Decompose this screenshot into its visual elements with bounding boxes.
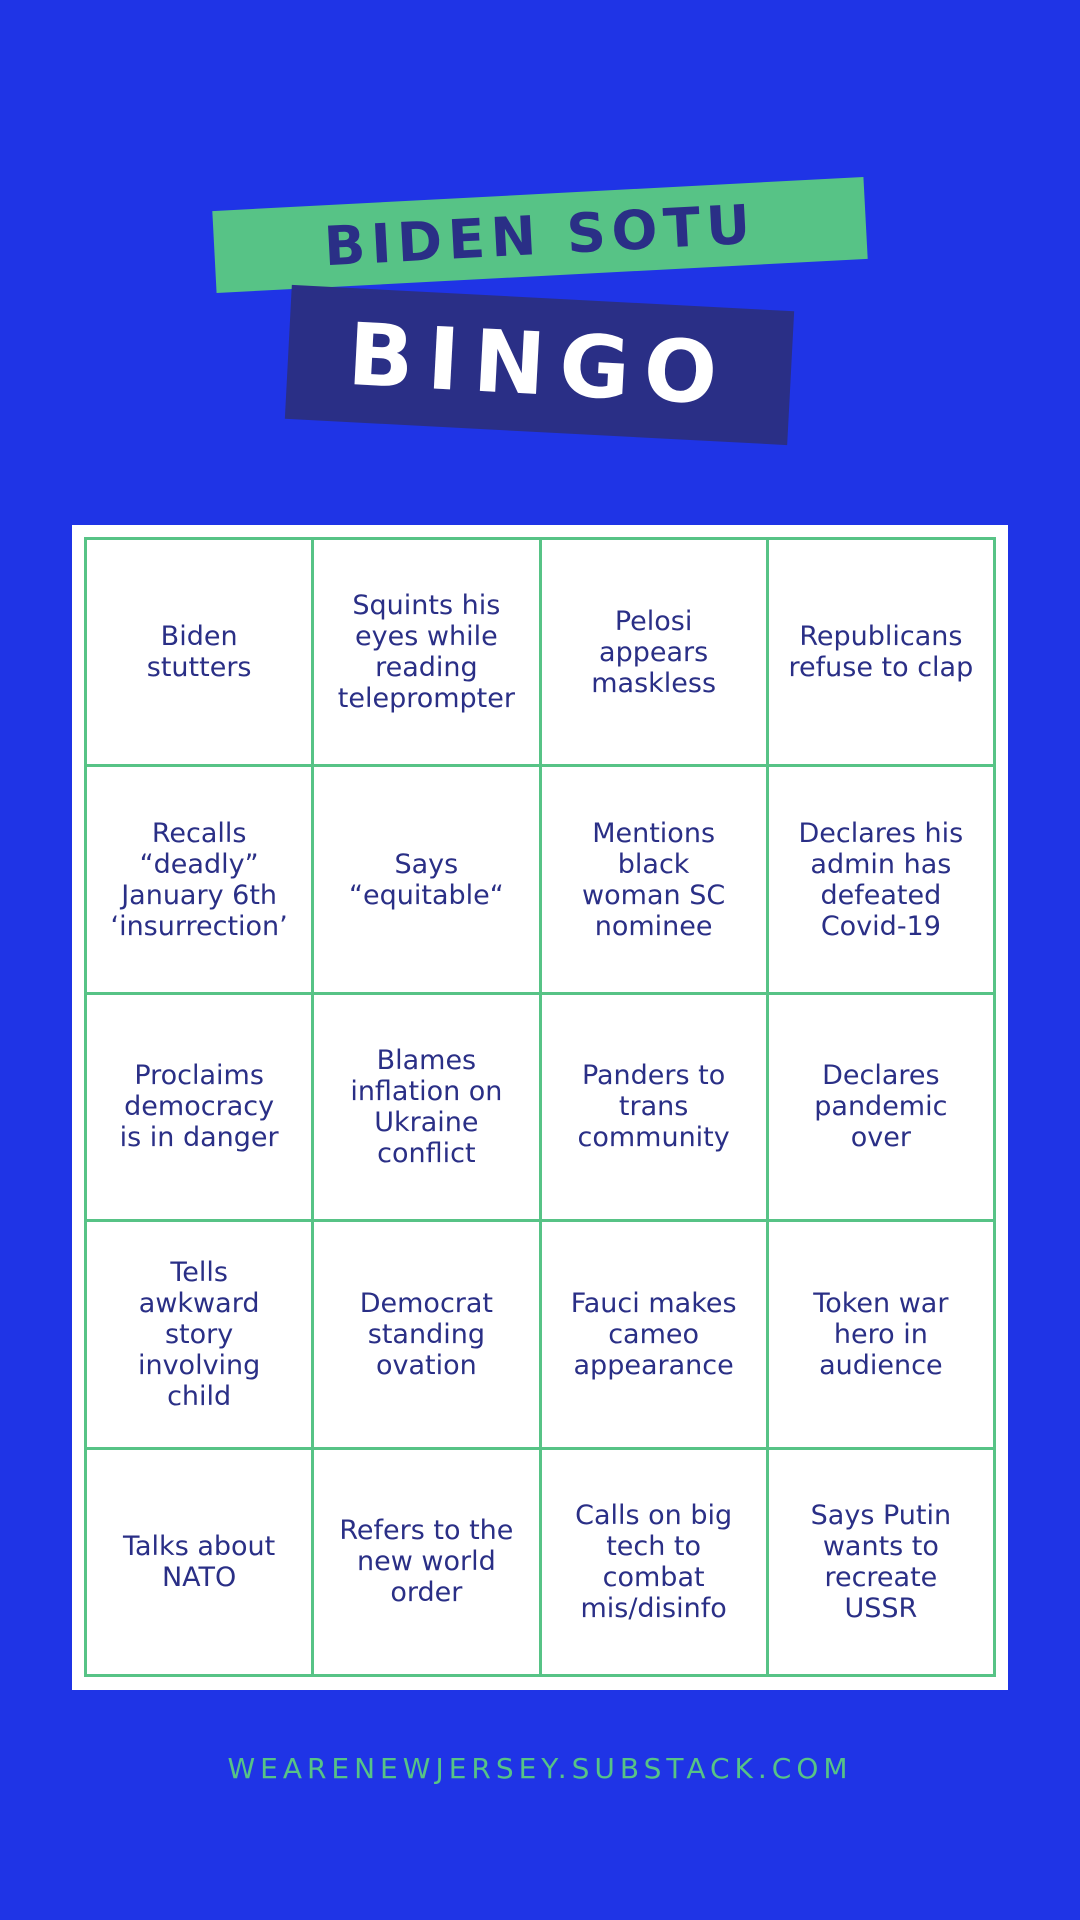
footer-url: WEARENEWJERSEY.SUBSTACK.COM <box>227 1752 853 1785</box>
bingo-cell-text: Says Putin wants to recreate USSR <box>810 1499 952 1624</box>
bingo-cell-text: Republicans refuse to clap <box>788 621 974 684</box>
bingo-cell-text: Democrat standing ovation <box>359 1287 494 1381</box>
bingo-cell-text: Refers to the new world order <box>339 1515 514 1609</box>
bingo-cell <box>542 995 769 1222</box>
bingo-grid <box>84 537 996 1677</box>
bingo-cell-text: Declares pandemic over <box>814 1060 948 1154</box>
bingo-cell <box>769 995 996 1222</box>
bingo-cell-text: Panders to trans community <box>577 1060 730 1154</box>
bingo-cell <box>314 767 541 994</box>
bingo-cell-text: Fauci makes cameo appearance <box>570 1287 737 1381</box>
bingo-cell <box>87 767 314 994</box>
bingo-cell <box>314 540 541 767</box>
bingo-cell-text: Pelosi appears maskless <box>591 605 717 699</box>
bingo-cell <box>542 540 769 767</box>
bingo-cell-text: Proclaims democracy is in danger <box>119 1060 279 1154</box>
bingo-cell-text: Talks about NATO <box>122 1530 276 1593</box>
bingo-cell-text: Blames inflation on Ukraine conflict <box>350 1044 503 1169</box>
subtitle-banner <box>212 177 867 293</box>
bingo-cell <box>314 995 541 1222</box>
bingo-cell <box>769 540 996 767</box>
bingo-cell <box>542 1450 769 1677</box>
bingo-cell-text: Biden stutters <box>146 621 252 684</box>
bingo-cell-text: Recalls “deadly” January 6th ‘insurrection’ <box>110 817 288 942</box>
bingo-cell-text: Mentions black woman SC nominee <box>582 817 726 942</box>
bingo-cell-text: Squints his eyes while reading teleprompter <box>337 590 515 715</box>
bingo-cell <box>769 1450 996 1677</box>
bingo-cell <box>87 1450 314 1677</box>
bingo-cell-text: Says “equitable“ <box>349 848 504 911</box>
bingo-cell-text: Declares his admin has defeated Covid-19 <box>798 817 964 942</box>
subtitle-text: BIDEN SOTU <box>322 192 758 278</box>
bingo-cell <box>542 1222 769 1449</box>
title-banner <box>285 285 794 445</box>
bingo-cell <box>87 540 314 767</box>
bingo-cell-text: Calls on big tech to combat mis/disinfo <box>575 1499 733 1624</box>
bingo-cell <box>769 1222 996 1449</box>
bingo-cell-text: Token war hero in audience <box>813 1287 949 1381</box>
bingo-cell <box>769 767 996 994</box>
bingo-cell-text: Tells awkward story involving child <box>137 1256 261 1412</box>
bingo-cell <box>87 995 314 1222</box>
title-text: BINGO <box>345 305 734 425</box>
bingo-cell <box>314 1222 541 1449</box>
bingo-cell <box>542 767 769 994</box>
bingo-cell <box>314 1450 541 1677</box>
bingo-cell <box>87 1222 314 1449</box>
